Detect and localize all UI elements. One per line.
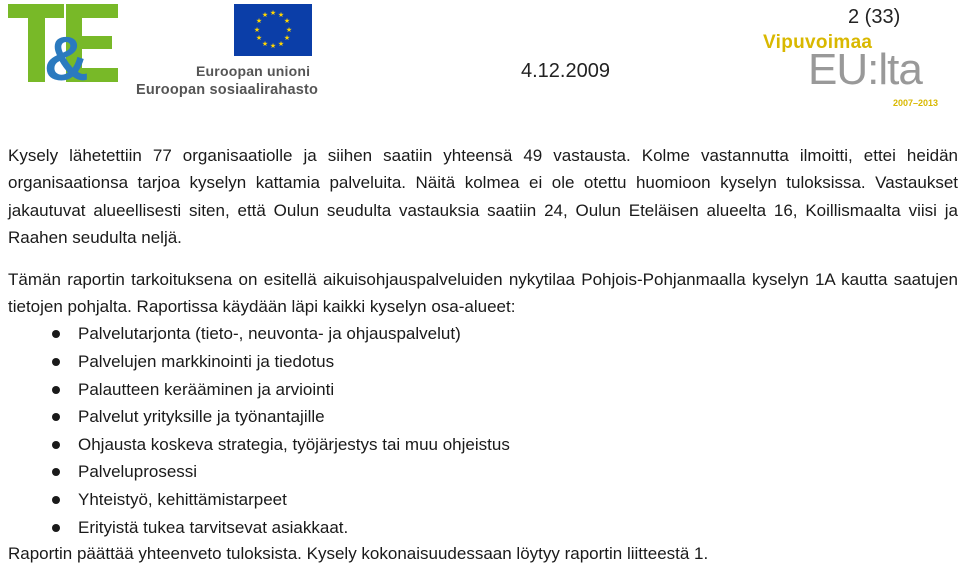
svg-text:&: & bbox=[44, 25, 89, 84]
vipuvoimaa-logo-title: Vipuvoimaa bbox=[763, 32, 873, 53]
svg-text:★: ★ bbox=[269, 42, 277, 50]
paragraph-report-purpose: Tämän raportin tarkoituksena on esitellä aikuisohjauspalveluiden nykytilaa Pohjois-Pohjanmaalla kyselyn 1A kautta saatujen tietojen pohjalta. Raportissa käydään läpi kaikki kyselyn osa-alueet: bbox=[8, 269, 958, 317]
bullet-icon bbox=[52, 330, 60, 338]
list-item: Palvelujen markkinointi ja tiedotus bbox=[8, 348, 958, 376]
eu-flag-logo bbox=[234, 4, 312, 56]
bullet-icon bbox=[52, 524, 60, 532]
svg-text:★: ★ bbox=[277, 40, 285, 48]
report-body bbox=[8, 142, 958, 568]
paragraph-closing: Raportin päättää yhteenveto tuloksista. Kysely kokonaisuudessaan löytyy raportin liitteestä 1. bbox=[8, 544, 709, 564]
list-item: Ohjausta koskeva strategia, työjärjestys tai muu ohjeistus bbox=[8, 431, 958, 459]
svg-text:★: ★ bbox=[269, 9, 277, 17]
svg-text:★: ★ bbox=[255, 34, 263, 42]
list-item: Palvelutarjonta (tieto-, neuvonta- ja ohjauspalvelut) bbox=[8, 320, 958, 348]
paragraph-response-summary: Kysely lähetettiin 77 organisaatiolle ja siihen saatiin yhteensä 49 vastausta. Kolme vastannutta ilmoitti, ettei heidän organisaationsa tarjoa kyselyn kattamia palveluita. Näitä kolmea ei ole otettu huomioon kyselyn tuloksissa. Vastaukset jakautuvat alueellisesti siten, että Oulun seudulta vastauksia saatiin 24, Oulun Eteläisen alueelta 16, Koillismaalta viisi ja Raahen seudulta neljä. bbox=[8, 146, 958, 248]
te-logo bbox=[8, 4, 120, 84]
svg-text:★: ★ bbox=[285, 26, 293, 34]
list-item: Palautteen kerääminen ja arviointi bbox=[8, 376, 958, 404]
bullet-icon bbox=[52, 468, 60, 476]
vipuvoimaa-logo-main: EU:lta bbox=[808, 45, 922, 94]
survey-sections-list bbox=[8, 320, 958, 541]
list-item: Erityistä tukea tarvitsevat asiakkaat. bbox=[8, 514, 958, 542]
vipuvoimaa-logo-years: 2007–2013 bbox=[893, 98, 939, 108]
list-item: Palveluprosessi bbox=[8, 458, 958, 486]
svg-text:★: ★ bbox=[283, 34, 291, 42]
svg-text:★: ★ bbox=[261, 11, 269, 19]
svg-text:★: ★ bbox=[261, 40, 269, 48]
bullet-icon bbox=[52, 496, 60, 504]
page-header bbox=[0, 0, 960, 120]
svg-text:★: ★ bbox=[277, 11, 285, 19]
document-date: 4.12.2009 bbox=[521, 60, 610, 82]
bullet-icon bbox=[52, 358, 60, 366]
svg-text:★: ★ bbox=[253, 26, 261, 34]
esr-logo-line2: Euroopan sosiaalirahasto bbox=[136, 82, 319, 98]
bullet-icon bbox=[52, 413, 60, 421]
esr-logo-line1: Euroopan unioni bbox=[196, 63, 311, 79]
list-item: Yhteistyö, kehittämistarpeet bbox=[8, 486, 958, 514]
svg-text:★: ★ bbox=[255, 17, 263, 25]
bullet-icon bbox=[52, 386, 60, 394]
svg-text:★: ★ bbox=[283, 17, 291, 25]
list-item: Palvelut yrityksille ja työnantajille bbox=[8, 403, 958, 431]
page-number: 2 (33) bbox=[848, 6, 901, 28]
bullet-icon bbox=[52, 441, 60, 449]
